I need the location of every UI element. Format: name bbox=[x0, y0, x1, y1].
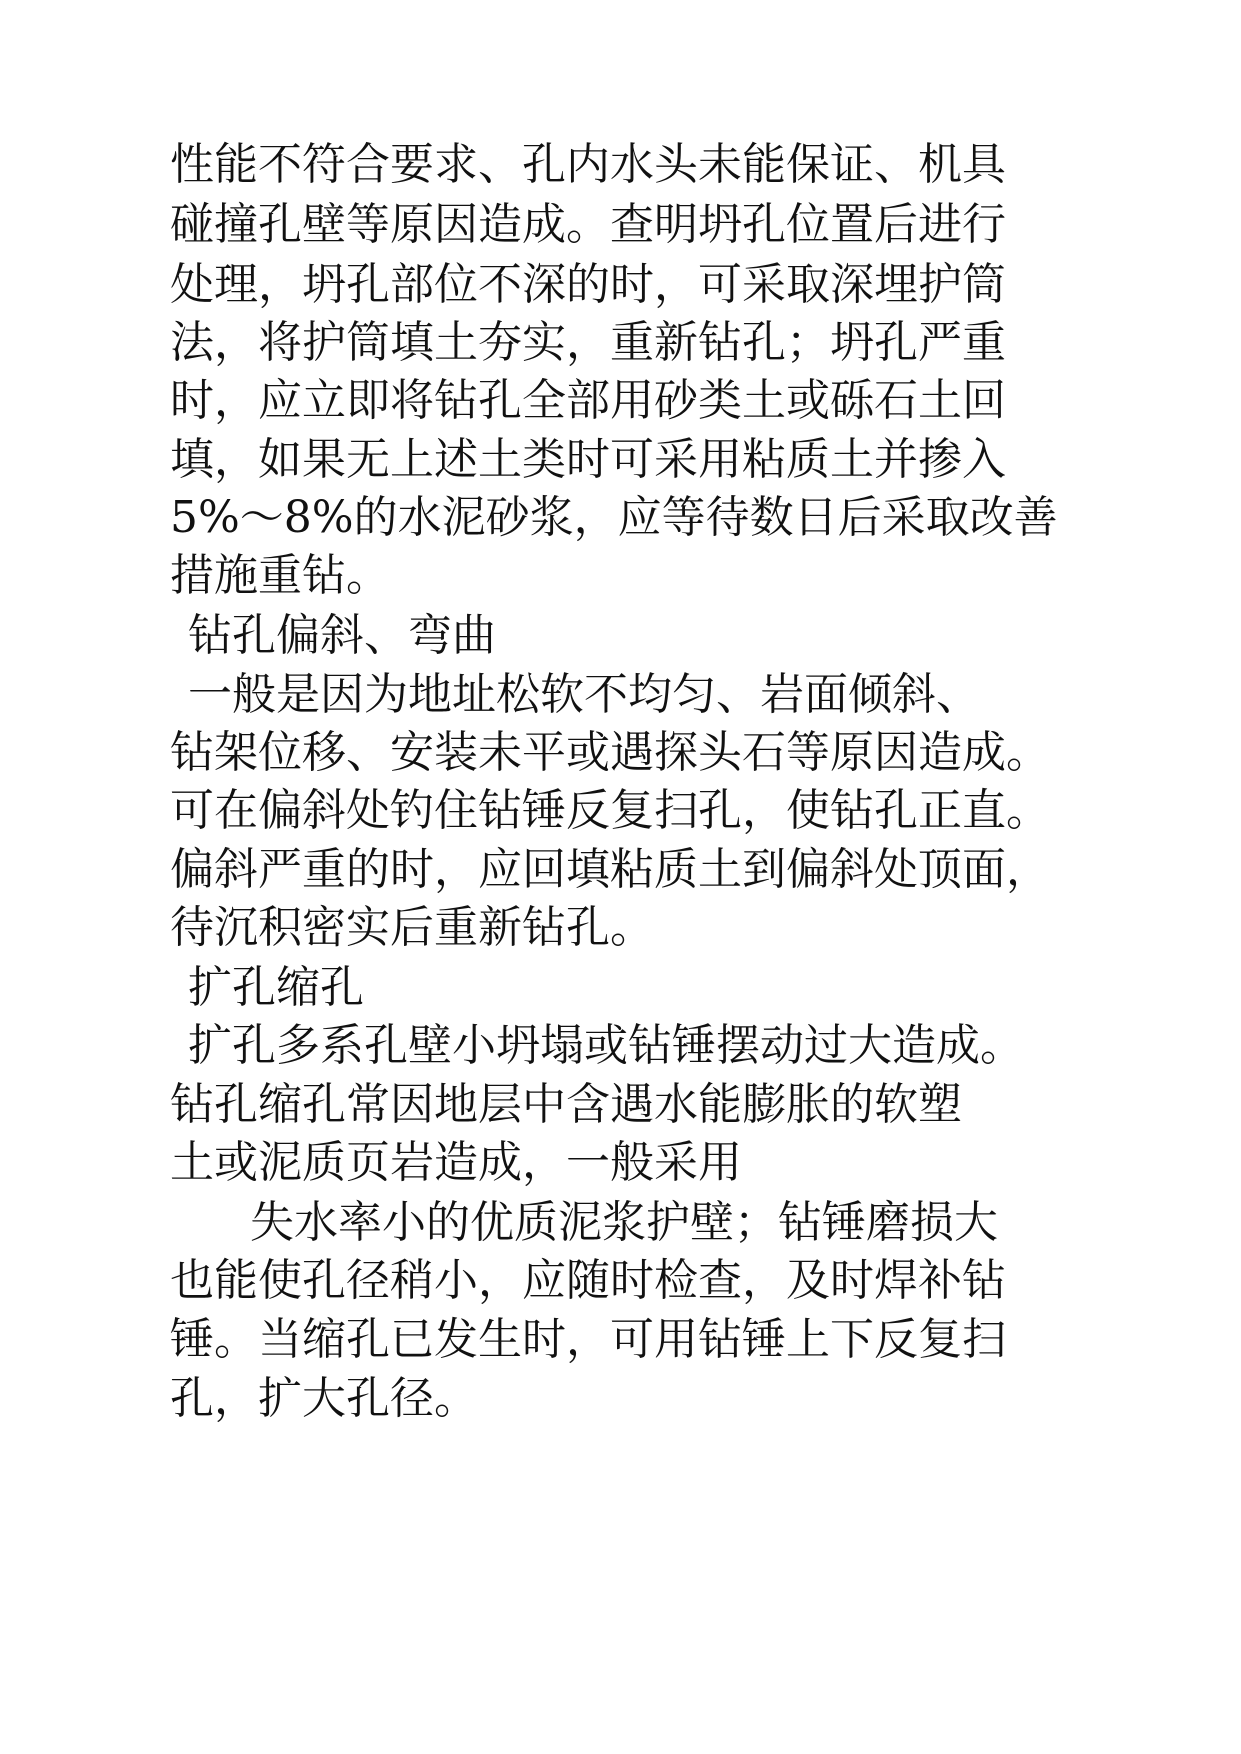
paragraph-line: 一般是因为地址松软不均匀、岩面倾斜、 bbox=[188, 669, 980, 720]
paragraph-line: 待沉积密实后重新钻孔。 bbox=[170, 902, 654, 953]
section-heading: 扩孔缩孔 bbox=[188, 962, 364, 1013]
section-heading: 钻孔偏斜、弯曲 bbox=[188, 610, 496, 661]
paragraph-line: 法，将护筒填土夯实，重新钻孔；坍孔严重 bbox=[170, 317, 1006, 368]
paragraph-line: 钻孔缩孔常因地层中含遇水能膨胀的软塑 bbox=[170, 1079, 962, 1130]
paragraph-line: 失水率小的优质泥浆护壁；钻锤磨损大 bbox=[250, 1197, 998, 1248]
paragraph-line: 措施重钻。 bbox=[170, 550, 390, 601]
paragraph-line: 扩孔多系孔壁小坍塌或钻锤摆动过大造成。 bbox=[188, 1020, 1024, 1071]
paragraph-line: 钻架位移、安装未平或遇探头石等原因造成。 bbox=[170, 727, 1050, 778]
paragraph-line: 孔，扩大孔径。 bbox=[170, 1373, 478, 1424]
paragraph-line: 可在偏斜处钓住钻锤反复扫孔，使钻孔正直。 bbox=[170, 785, 1050, 836]
paragraph-line: 性能不符合要求、孔内水头未能保证、机具 bbox=[170, 139, 1006, 190]
paragraph-line: 也能使孔径稍小，应随时检查，及时焊补钻 bbox=[170, 1255, 1006, 1306]
paragraph-line: 填，如果无上述土类时可采用粘质土并掺入 bbox=[170, 434, 1006, 485]
paragraph-line: 5%～8%的水泥砂浆，应等待数日后采取改善 bbox=[170, 492, 1058, 543]
paragraph-line: 锤。当缩孔已发生时，可用钻锤上下反复扫 bbox=[170, 1314, 1006, 1365]
paragraph-line: 时，应立即将钻孔全部用砂类土或砾石土回 bbox=[170, 375, 1006, 426]
paragraph-line: 碰撞孔壁等原因造成。查明坍孔位置后进行 bbox=[170, 199, 1006, 250]
paragraph-line: 土或泥质页岩造成，一般采用 bbox=[170, 1137, 742, 1188]
paragraph-line: 处理，坍孔部位不深的时，可采取深埋护筒 bbox=[170, 259, 1006, 310]
paragraph-line: 偏斜严重的时，应回填粘质土到偏斜处顶面， bbox=[170, 844, 1050, 895]
